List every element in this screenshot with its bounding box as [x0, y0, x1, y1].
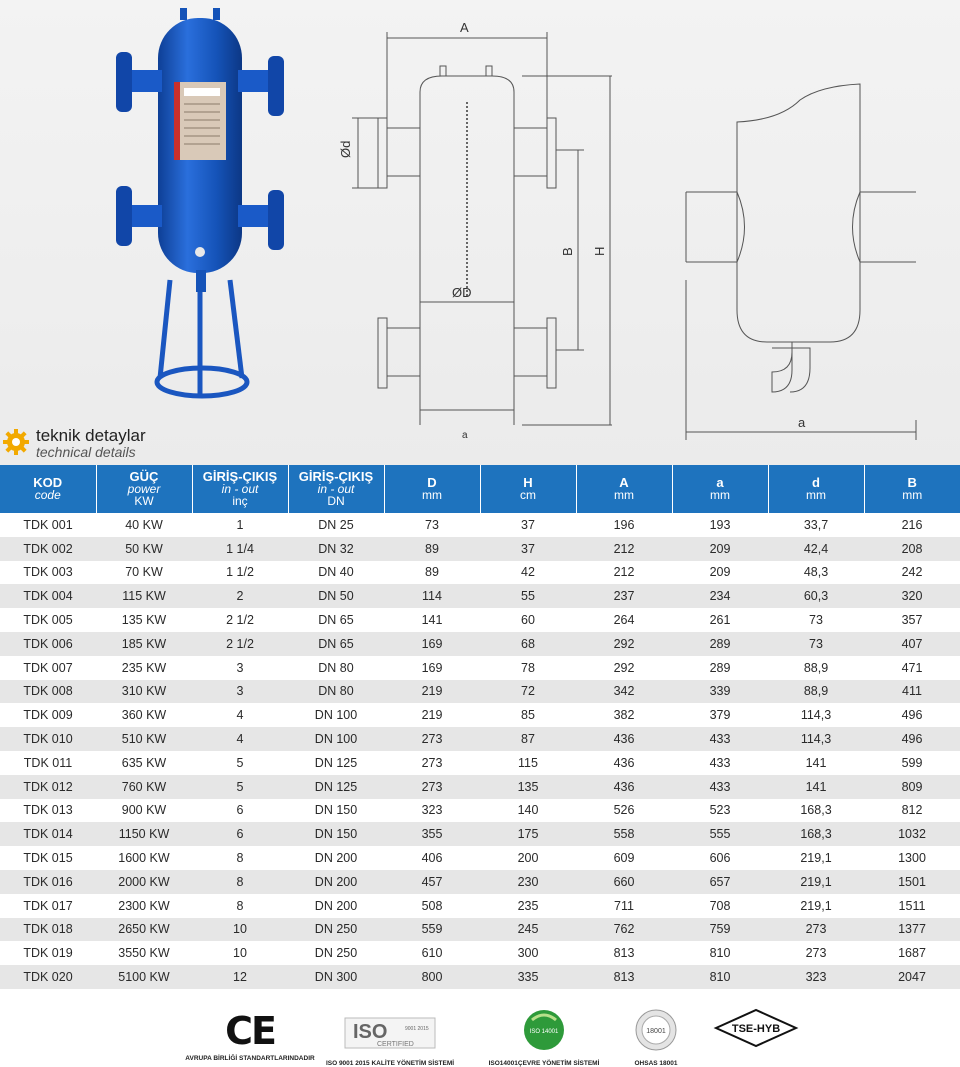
table-cell: 114,3 — [768, 703, 864, 727]
column-header: a mm — [672, 465, 768, 513]
table-cell: 609 — [576, 846, 672, 870]
table-cell: 4 — [192, 703, 288, 727]
table-cell: TDK 001 — [0, 513, 96, 537]
table-cell: 273 — [384, 727, 480, 751]
iso14001-cert — [470, 1008, 618, 1067]
table-cell: 114,3 — [768, 727, 864, 751]
table-cell: 168,3 — [768, 822, 864, 846]
table-cell: 411 — [864, 680, 960, 704]
table-cell: 1 1/4 — [192, 537, 288, 561]
table-cell: 433 — [672, 751, 768, 775]
table-cell: DN 100 — [288, 727, 384, 751]
table-cell: 60,3 — [768, 584, 864, 608]
table-row — [0, 656, 960, 680]
ce-cert — [160, 1010, 340, 1062]
table-cell: 193 — [672, 513, 768, 537]
table-cell: 89 — [384, 537, 480, 561]
table-cell: 5 — [192, 775, 288, 799]
table-cell: DN 250 — [288, 918, 384, 942]
table-cell: 8 — [192, 894, 288, 918]
column-header: B mm — [864, 465, 960, 513]
table-cell: 711 — [576, 894, 672, 918]
svg-text:9001 2015: 9001 2015 — [405, 1026, 429, 1032]
table-cell: 140 — [480, 799, 576, 823]
table-cell: DN 65 — [288, 608, 384, 632]
column-header: KOD code — [0, 465, 96, 513]
table-cell: DN 125 — [288, 775, 384, 799]
column-header: GİRİŞ-ÇIKIŞ in - out inç — [192, 465, 288, 513]
table-cell: 382 — [576, 703, 672, 727]
table-cell: 1377 — [864, 918, 960, 942]
iso14001-logo — [518, 1008, 570, 1052]
iso9001-logo — [343, 1012, 437, 1052]
table-cell: 610 — [384, 941, 480, 965]
table-cell: 37 — [480, 537, 576, 561]
table-cell: 2300 KW — [96, 894, 192, 918]
table-cell: TDK 005 — [0, 608, 96, 632]
table-cell: 2 1/2 — [192, 608, 288, 632]
table-cell: 72 — [480, 680, 576, 704]
table-cell: DN 250 — [288, 941, 384, 965]
table-cell: 78 — [480, 656, 576, 680]
table-cell: 559 — [384, 918, 480, 942]
table-cell: 3 — [192, 656, 288, 680]
table-cell: 760 KW — [96, 775, 192, 799]
technical-drawing-front — [322, 10, 622, 440]
table-cell: 48,3 — [768, 561, 864, 585]
table-cell: 406 — [384, 846, 480, 870]
table-cell: 606 — [672, 846, 768, 870]
table-cell: 60 — [480, 608, 576, 632]
table-cell: 169 — [384, 656, 480, 680]
table-cell: TDK 017 — [0, 894, 96, 918]
svg-text:CERTIFIED: CERTIFIED — [377, 1041, 414, 1048]
table-cell: TDK 007 — [0, 656, 96, 680]
table-cell: 3 — [192, 680, 288, 704]
table-cell: 234 — [672, 584, 768, 608]
table-cell: 12 — [192, 965, 288, 989]
table-cell: 342 — [576, 680, 672, 704]
table-cell: 809 — [864, 775, 960, 799]
table-cell: 900 KW — [96, 799, 192, 823]
table-cell: 50 KW — [96, 537, 192, 561]
svg-text:ISO: ISO — [353, 1021, 388, 1043]
table-cell: 436 — [576, 775, 672, 799]
ohsas-cert — [616, 1008, 696, 1067]
table-row — [0, 727, 960, 751]
section-subtitle: technical details — [36, 444, 136, 460]
table-cell: 273 — [768, 941, 864, 965]
table-cell: 510 KW — [96, 727, 192, 751]
table-cell: DN 150 — [288, 799, 384, 823]
table-row — [0, 513, 960, 537]
technical-drawing-side — [680, 80, 930, 440]
table-cell: 245 — [480, 918, 576, 942]
table-cell: DN 150 — [288, 822, 384, 846]
table-cell: TDK 018 — [0, 918, 96, 942]
dim-label-OD: ØD — [452, 285, 472, 300]
table-cell: 323 — [384, 799, 480, 823]
table-cell: 237 — [576, 584, 672, 608]
table-row — [0, 822, 960, 846]
table-cell: 660 — [576, 870, 672, 894]
table-cell: 208 — [864, 537, 960, 561]
product-image — [100, 0, 300, 410]
table-cell: 235 — [480, 894, 576, 918]
table-cell: 657 — [672, 870, 768, 894]
table-cell: 168,3 — [768, 799, 864, 823]
table-cell: DN 40 — [288, 561, 384, 585]
table-cell: 1501 — [864, 870, 960, 894]
table-row — [0, 775, 960, 799]
table-cell: 496 — [864, 703, 960, 727]
table-cell: 219 — [384, 680, 480, 704]
table-cell: 115 KW — [96, 584, 192, 608]
column-header: D mm — [384, 465, 480, 513]
table-cell: 635 KW — [96, 751, 192, 775]
hero-area — [0, 0, 960, 465]
table-cell: 219,1 — [768, 846, 864, 870]
table-cell: 89 — [384, 561, 480, 585]
table-cell: 115 — [480, 751, 576, 775]
table-cell: 8 — [192, 870, 288, 894]
table-cell: 360 KW — [96, 703, 192, 727]
table-cell: 555 — [672, 822, 768, 846]
table-cell: 457 — [384, 870, 480, 894]
column-header: A mm — [576, 465, 672, 513]
table-cell: TDK 006 — [0, 632, 96, 656]
column-header: GİRİŞ-ÇIKIŞ in - out DN — [288, 465, 384, 513]
gear-icon — [2, 428, 30, 456]
table-cell: 812 — [864, 799, 960, 823]
table-cell: TDK 016 — [0, 870, 96, 894]
table-cell: 810 — [672, 965, 768, 989]
table-cell: TDK 012 — [0, 775, 96, 799]
table-cell: TDK 020 — [0, 965, 96, 989]
table-cell: 273 — [384, 775, 480, 799]
table-cell: 1 — [192, 513, 288, 537]
table-cell: 320 — [864, 584, 960, 608]
table-cell: 141 — [768, 751, 864, 775]
table-cell: 114 — [384, 584, 480, 608]
table-cell: 6 — [192, 799, 288, 823]
table-cell: 200 — [480, 846, 576, 870]
dim-label-B: B — [560, 247, 575, 256]
table-cell: 88,9 — [768, 656, 864, 680]
table-cell: 10 — [192, 941, 288, 965]
ce-caption: AVRUPA BİRLİĞİ STANDARTLARINDADIR — [185, 1055, 315, 1062]
table-cell: 87 — [480, 727, 576, 751]
table-cell: DN 80 — [288, 656, 384, 680]
table-cell: 558 — [576, 822, 672, 846]
table-cell: 141 — [384, 608, 480, 632]
table-cell: 800 — [384, 965, 480, 989]
table-cell: 813 — [576, 941, 672, 965]
dim-label-small-a: a — [462, 430, 468, 440]
table-cell: 212 — [576, 537, 672, 561]
table-cell: 73 — [384, 513, 480, 537]
column-header: H cm — [480, 465, 576, 513]
table-cell: 8 — [192, 846, 288, 870]
table-cell: 55 — [480, 584, 576, 608]
table-cell: TDK 015 — [0, 846, 96, 870]
table-cell: 135 KW — [96, 608, 192, 632]
table-cell: TDK 019 — [0, 941, 96, 965]
tse-cert — [710, 1006, 802, 1055]
iso9001-cert — [316, 1012, 464, 1067]
table-cell: 407 — [864, 632, 960, 656]
table-cell: 68 — [480, 632, 576, 656]
table-row — [0, 918, 960, 942]
table-cell: 759 — [672, 918, 768, 942]
table-cell: TDK 014 — [0, 822, 96, 846]
table-cell: DN 32 — [288, 537, 384, 561]
table-cell: 175 — [480, 822, 576, 846]
table-cell: 5 — [192, 751, 288, 775]
table-cell: 185 KW — [96, 632, 192, 656]
table-cell: TDK 009 — [0, 703, 96, 727]
dim-label-H: H — [592, 246, 607, 256]
table-cell: DN 100 — [288, 703, 384, 727]
table-cell: 169 — [384, 632, 480, 656]
table-cell: TDK 003 — [0, 561, 96, 585]
svg-text:ISO 14001: ISO 14001 — [529, 1029, 559, 1035]
table-row — [0, 608, 960, 632]
table-cell: 70 KW — [96, 561, 192, 585]
table-cell: TDK 004 — [0, 584, 96, 608]
table-cell: TDK 002 — [0, 537, 96, 561]
table-cell: 289 — [672, 656, 768, 680]
table-cell: 42 — [480, 561, 576, 585]
table-cell: 1150 KW — [96, 822, 192, 846]
column-header: GÜÇ power KW — [96, 465, 192, 513]
table-row — [0, 703, 960, 727]
table-cell: 813 — [576, 965, 672, 989]
table-row — [0, 751, 960, 775]
ce-mark: CE — [225, 1009, 275, 1053]
svg-text:18001: 18001 — [646, 1028, 666, 1035]
table-cell: 471 — [864, 656, 960, 680]
iso14001-caption: ISO14001ÇEVRE YÖNETİM SİSTEMİ — [488, 1060, 600, 1067]
spec-table — [0, 465, 960, 989]
table-cell: 1032 — [864, 822, 960, 846]
table-cell: 209 — [672, 561, 768, 585]
table-cell: 1687 — [864, 941, 960, 965]
table-cell: 73 — [768, 632, 864, 656]
table-cell: TDK 010 — [0, 727, 96, 751]
table-cell: DN 300 — [288, 965, 384, 989]
table-cell: 2 — [192, 584, 288, 608]
table-cell: 88,9 — [768, 680, 864, 704]
table-cell: 379 — [672, 703, 768, 727]
table-cell: DN 200 — [288, 846, 384, 870]
table-cell: 436 — [576, 751, 672, 775]
table-row — [0, 561, 960, 585]
table-row — [0, 632, 960, 656]
table-cell: DN 50 — [288, 584, 384, 608]
table-cell: DN 200 — [288, 870, 384, 894]
table-cell: 433 — [672, 775, 768, 799]
table-row — [0, 870, 960, 894]
table-cell: 300 — [480, 941, 576, 965]
table-cell: 496 — [864, 727, 960, 751]
table-cell: 4 — [192, 727, 288, 751]
table-header-row — [0, 465, 960, 513]
table-cell: 141 — [768, 775, 864, 799]
table-cell: 216 — [864, 513, 960, 537]
table-cell: 219 — [384, 703, 480, 727]
table-cell: DN 65 — [288, 632, 384, 656]
ohsas-logo — [634, 1008, 678, 1052]
table-cell: 1300 — [864, 846, 960, 870]
table-row — [0, 537, 960, 561]
table-cell: 196 — [576, 513, 672, 537]
table-cell: 357 — [864, 608, 960, 632]
table-cell: 212 — [576, 561, 672, 585]
table-cell: 2047 — [864, 965, 960, 989]
table-cell: 3550 KW — [96, 941, 192, 965]
table-cell: TDK 008 — [0, 680, 96, 704]
table-cell: 762 — [576, 918, 672, 942]
table-row — [0, 680, 960, 704]
table-cell: 73 — [768, 608, 864, 632]
ohsas-caption: OHSAS 18001 — [634, 1060, 678, 1067]
table-cell: 1 1/2 — [192, 561, 288, 585]
dim-label-Od: Ød — [338, 140, 353, 158]
table-cell: 323 — [768, 965, 864, 989]
table-cell: 85 — [480, 703, 576, 727]
table-cell: 708 — [672, 894, 768, 918]
table-cell: 1511 — [864, 894, 960, 918]
table-cell: TDK 013 — [0, 799, 96, 823]
table-cell: 219,1 — [768, 870, 864, 894]
table-cell: 219,1 — [768, 894, 864, 918]
table-cell: DN 200 — [288, 894, 384, 918]
table-cell: 273 — [768, 918, 864, 942]
table-cell: 355 — [384, 822, 480, 846]
table-cell: 433 — [672, 727, 768, 751]
table-cell: 33,7 — [768, 513, 864, 537]
table-cell: 235 KW — [96, 656, 192, 680]
table-cell: 40 KW — [96, 513, 192, 537]
table-cell: 230 — [480, 870, 576, 894]
table-cell: 436 — [576, 727, 672, 751]
table-cell: 242 — [864, 561, 960, 585]
table-cell: 1600 KW — [96, 846, 192, 870]
tse-hyb-logo — [710, 1006, 802, 1050]
table-cell: 5100 KW — [96, 965, 192, 989]
table-cell: 264 — [576, 608, 672, 632]
certifications-bar — [0, 1000, 960, 1067]
table-cell: DN 125 — [288, 751, 384, 775]
table-row — [0, 584, 960, 608]
table-cell: 810 — [672, 941, 768, 965]
table-cell: 209 — [672, 537, 768, 561]
table-cell: 523 — [672, 799, 768, 823]
table-cell: 310 KW — [96, 680, 192, 704]
table-cell: 135 — [480, 775, 576, 799]
table-cell: 6 — [192, 822, 288, 846]
table-row — [0, 799, 960, 823]
table-cell: 42,4 — [768, 537, 864, 561]
table-cell: 335 — [480, 965, 576, 989]
table-body — [0, 513, 960, 989]
table-cell: 10 — [192, 918, 288, 942]
svg-text:TSE-HYB: TSE-HYB — [731, 1023, 781, 1035]
table-cell: DN 80 — [288, 680, 384, 704]
table-cell: 292 — [576, 656, 672, 680]
iso9001-caption: ISO 9001 2015 KALİTE YÖNETİM SİSTEMİ — [325, 1060, 455, 1067]
table-cell: 261 — [672, 608, 768, 632]
table-cell: 37 — [480, 513, 576, 537]
table-cell: DN 25 — [288, 513, 384, 537]
table-cell: TDK 011 — [0, 751, 96, 775]
table-cell: 508 — [384, 894, 480, 918]
section-header — [0, 426, 300, 462]
table-row — [0, 965, 960, 989]
table-cell: 599 — [864, 751, 960, 775]
table-cell: 526 — [576, 799, 672, 823]
column-header: d mm — [768, 465, 864, 513]
table-row — [0, 941, 960, 965]
table-cell: 2650 KW — [96, 918, 192, 942]
dim-label-A: A — [460, 20, 469, 35]
section-title: teknik detaylar — [36, 426, 146, 445]
table-row — [0, 846, 960, 870]
table-cell: 273 — [384, 751, 480, 775]
table-cell: 339 — [672, 680, 768, 704]
table-cell: 2000 KW — [96, 870, 192, 894]
table-cell: 292 — [576, 632, 672, 656]
table-row — [0, 894, 960, 918]
table-cell: 2 1/2 — [192, 632, 288, 656]
table-cell: 289 — [672, 632, 768, 656]
dim-label-a: a — [798, 415, 806, 430]
